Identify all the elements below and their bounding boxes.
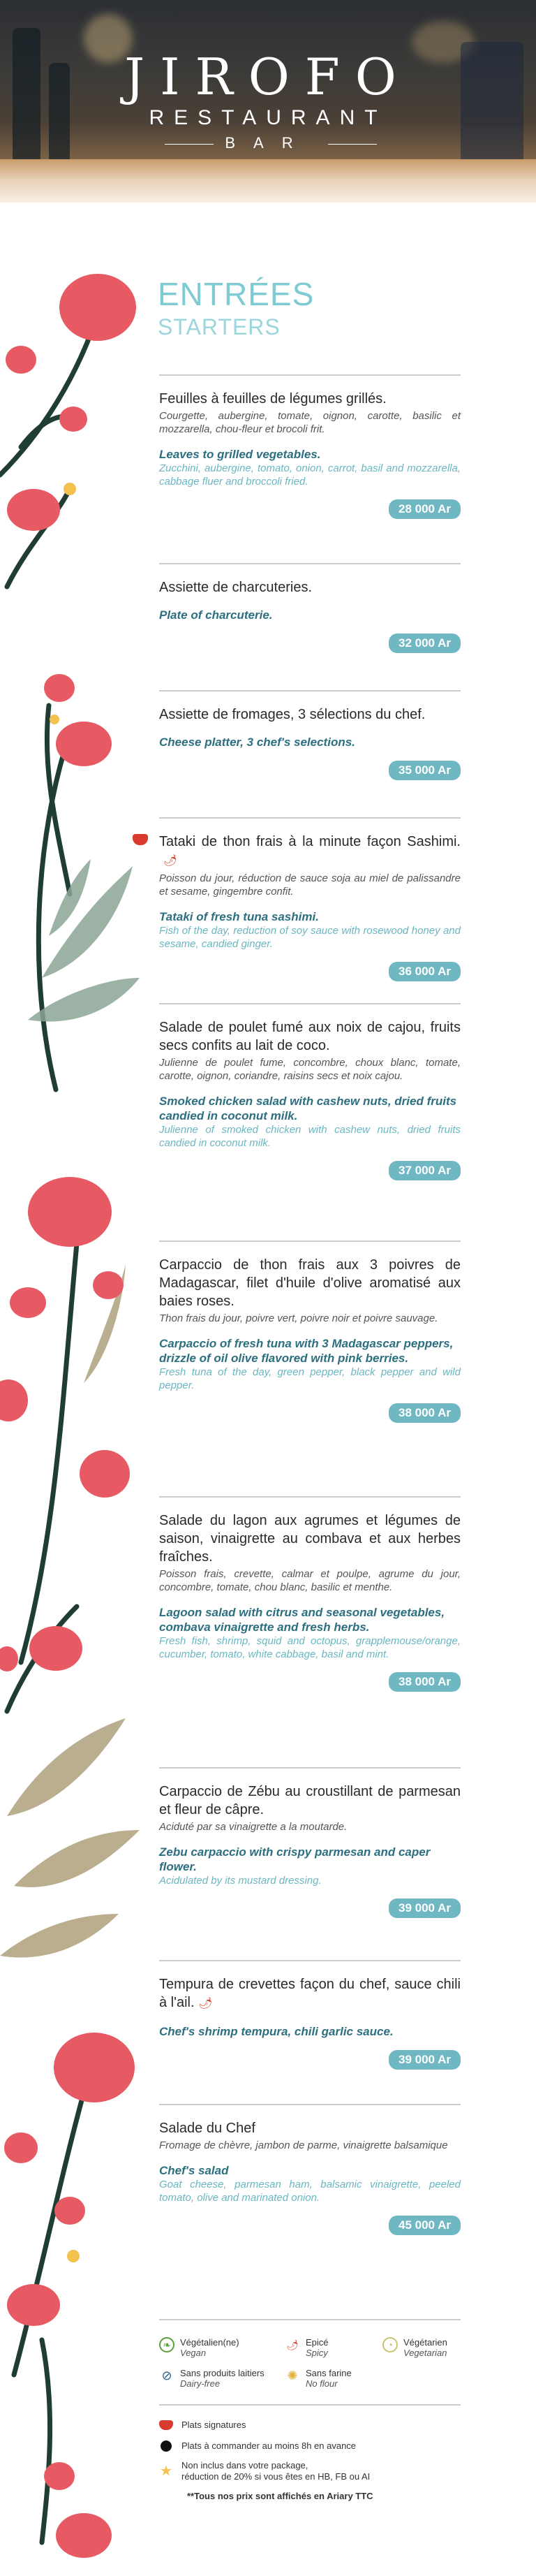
item-name-en: Zebu carpaccio with crispy parmesan and caper flower. (159, 1845, 431, 1873)
item-description-en: Julienne of smoked chicken with cashew nuts, dried fruits candied in coconut milk. (159, 1124, 461, 1149)
item-name-en: Chef's shrimp tempura, chili garlic sauce. (159, 2025, 394, 2038)
item-description-en: Acidulated by its mustard dressing. (159, 1875, 322, 1887)
chili-icon: 🌶 (163, 855, 178, 867)
item-name: Assiette de fromages, 3 sélections du chef. (159, 707, 426, 722)
item-name: Assiette de charcuteries. (159, 580, 312, 595)
divider (159, 2319, 461, 2320)
item-description: Poisson frais, crevette, calmar et poulpe, agrume du jour, concombre, tomate, chou blanc, basilic et menthe. (159, 1568, 461, 1593)
price-badge: 36 000 Ar (389, 962, 461, 981)
menu-item (159, 690, 461, 780)
price-badge: 38 000 Ar (389, 1672, 461, 1692)
divider (159, 1767, 461, 1769)
item-name: Carpaccio de Zébu au croustillant de parmesan et fleur de câpre. (159, 1784, 461, 1817)
item-name-en: Chef's salad (159, 2164, 229, 2177)
item-name-en: Tataki of fresh tuna sashimi. (159, 910, 319, 923)
brand-line-restaurant: RESTAURANT (149, 106, 387, 129)
bomb-icon (159, 2439, 173, 2453)
legend (159, 2319, 461, 2501)
item-name: Carpaccio de thon frais aux 3 poivres de Madagascar, filet d'huile d'olive aromatisé aux baies roses. (159, 1257, 461, 1309)
price-note: **Tous nos prix sont affichés en Ariary TTC (187, 2491, 373, 2501)
legend-spicy: 🌶 Epicé Spicy (285, 2337, 382, 2358)
brand-name: JIROFO (124, 47, 412, 106)
signature-dish-icon (159, 2418, 173, 2432)
item-description-en: Fish of the day, reduction of soy sauce with rosewood honey and sesame, candied ginger. (159, 925, 461, 950)
brand-divider-right (328, 144, 377, 145)
no-milk-icon: ⊘ (161, 2368, 172, 2383)
price-badge: 28 000 Ar (389, 499, 461, 519)
item-description: Aciduté par sa vinaigrette a la moutarde. (159, 1821, 348, 1833)
divider (159, 563, 461, 564)
item-description: Courgette, aubergine, tomate, oignon, carotte, basilic et mozzarella, chou-fleur et brocoli frit. (159, 410, 461, 435)
price-badge: 37 000 Ar (389, 1161, 461, 1180)
menu-item (159, 563, 461, 653)
note-not-included: ★ Non inclus dans votre package, réduction de 20% si vous êtes en HB, FB ou AI (160, 2460, 371, 2482)
note-order-ahead: Plats à commander au moins 8h en avance (159, 2439, 461, 2453)
price-badge: 32 000 Ar (389, 634, 461, 653)
leaf-icon: ❧ (159, 2337, 174, 2352)
menu-item (159, 2104, 461, 2235)
star-icon: ★ (160, 2464, 172, 2479)
item-name-en: Leaves to grilled vegetables. (159, 448, 321, 461)
menu-item (159, 1767, 461, 1918)
chili-icon: 🌶 (198, 1998, 213, 2010)
divider (159, 374, 461, 376)
no-wheat-icon: ✺ (287, 2368, 298, 2383)
note-signature: Plats signatures (159, 2418, 461, 2432)
item-name-en: Cheese platter, 3 chef's selections. (159, 736, 355, 749)
price-badge: 45 000 Ar (389, 2216, 461, 2235)
divider (159, 1003, 461, 1004)
item-description: Fromage de chèvre, jambon de parme, vinaigrette balsamique (159, 2139, 448, 2151)
item-name-en: Plate of charcuterie. (159, 608, 273, 622)
item-description-en: Fresh tuna of the day, green pepper, black pepper and wild pepper. (159, 1366, 461, 1391)
floral-illustration (0, 0, 154, 2576)
item-description: Poisson du jour, réduction de sauce soja au miel de palissandre et sesame, gingembre confit. (159, 872, 461, 898)
divider (159, 1960, 461, 1961)
menu-item (159, 1960, 461, 2070)
divider (159, 1241, 461, 1242)
item-description-en: Zucchini, aubergine, tomato, onion, carrot, basil and mozzarella, cabbage fluer and broccoli fried. (159, 462, 461, 488)
item-name: Feuilles à feuilles de légumes grillés. (159, 391, 387, 407)
divider (159, 817, 461, 819)
item-name: Tempura de crevettes façon du chef, sauce chili à l'ail. 🌶 (159, 1975, 461, 2013)
price-badge: 35 000 Ar (389, 761, 461, 780)
legend-vegan: ❧ Végétalien(ne) Vegan (159, 2337, 285, 2358)
section-subtitle: STARTERS (158, 314, 281, 339)
item-description: Julienne de poulet fume, concombre, choux blanc, tomate, carotte, oignon, coriandre, raisins secs et noix cajou. (159, 1057, 461, 1082)
legend-no-flour: ✺ Sans farine No flour (285, 2368, 382, 2389)
item-name: Salade du Chef (159, 2121, 255, 2136)
menu-item (159, 1496, 461, 1692)
legend-dairy-free: ⊘ Sans produits laitiers Dairy-free (159, 2368, 285, 2389)
price-badge: 38 000 Ar (389, 1403, 461, 1423)
divider (159, 2404, 461, 2406)
menu-item (159, 374, 461, 519)
item-name-en: Carpaccio of fresh tuna with 3 Madagascar peppers, drizzle of oil olive flavored with pink berries. (159, 1337, 454, 1365)
price-badge: 39 000 Ar (389, 2050, 461, 2070)
menu-item (159, 817, 461, 981)
price-badge: 39 000 Ar (389, 1898, 461, 1918)
divider (159, 1496, 461, 1498)
brand-line-bar: BAR (225, 134, 311, 152)
item-name-en: Smoked chicken salad with cashew nuts, dried fruits candied in coconut milk. (159, 1095, 457, 1122)
menu-item (159, 1003, 461, 1180)
item-description-en: Goat cheese, parmesan ham, balsamic vinaigrette, peeled tomato, olive and marinated onion. (159, 2179, 461, 2204)
menu-item (159, 1241, 461, 1423)
vegetarian-icon: ◔ (382, 2337, 398, 2352)
item-name: Salade de poulet fumé aux noix de cajou, fruits secs confits au lait de coco. (159, 1020, 461, 1053)
item-name-en: Lagoon salad with citrus and seasonal vegetables, combava vinaigrette and fresh herbs. (159, 1606, 445, 1634)
divider (159, 690, 461, 691)
section-title: ENTRÉES (158, 276, 315, 312)
divider (159, 2104, 461, 2105)
item-description: Thon frais du jour, poivre vert, poivre noir et poivre sauvage. (159, 1312, 438, 1324)
legend-vegetarian: ◔ Végétarien Vegetarian (382, 2337, 459, 2358)
item-name: Tataki de thon frais à la minute façon Sashimi.🌶 (159, 833, 461, 870)
item-description-en: Fresh fish, shrimp, squid and octopus, grapplemouse/orange, cucumber, tomato, white cabbage, basil and mint. (159, 1635, 461, 1660)
item-name: Salade du lagon aux agrumes et légumes de saison, vinaigrette au combava et aux herbes fraîches. (159, 1513, 461, 1565)
chili-icon: 🌶 (286, 2339, 299, 2350)
